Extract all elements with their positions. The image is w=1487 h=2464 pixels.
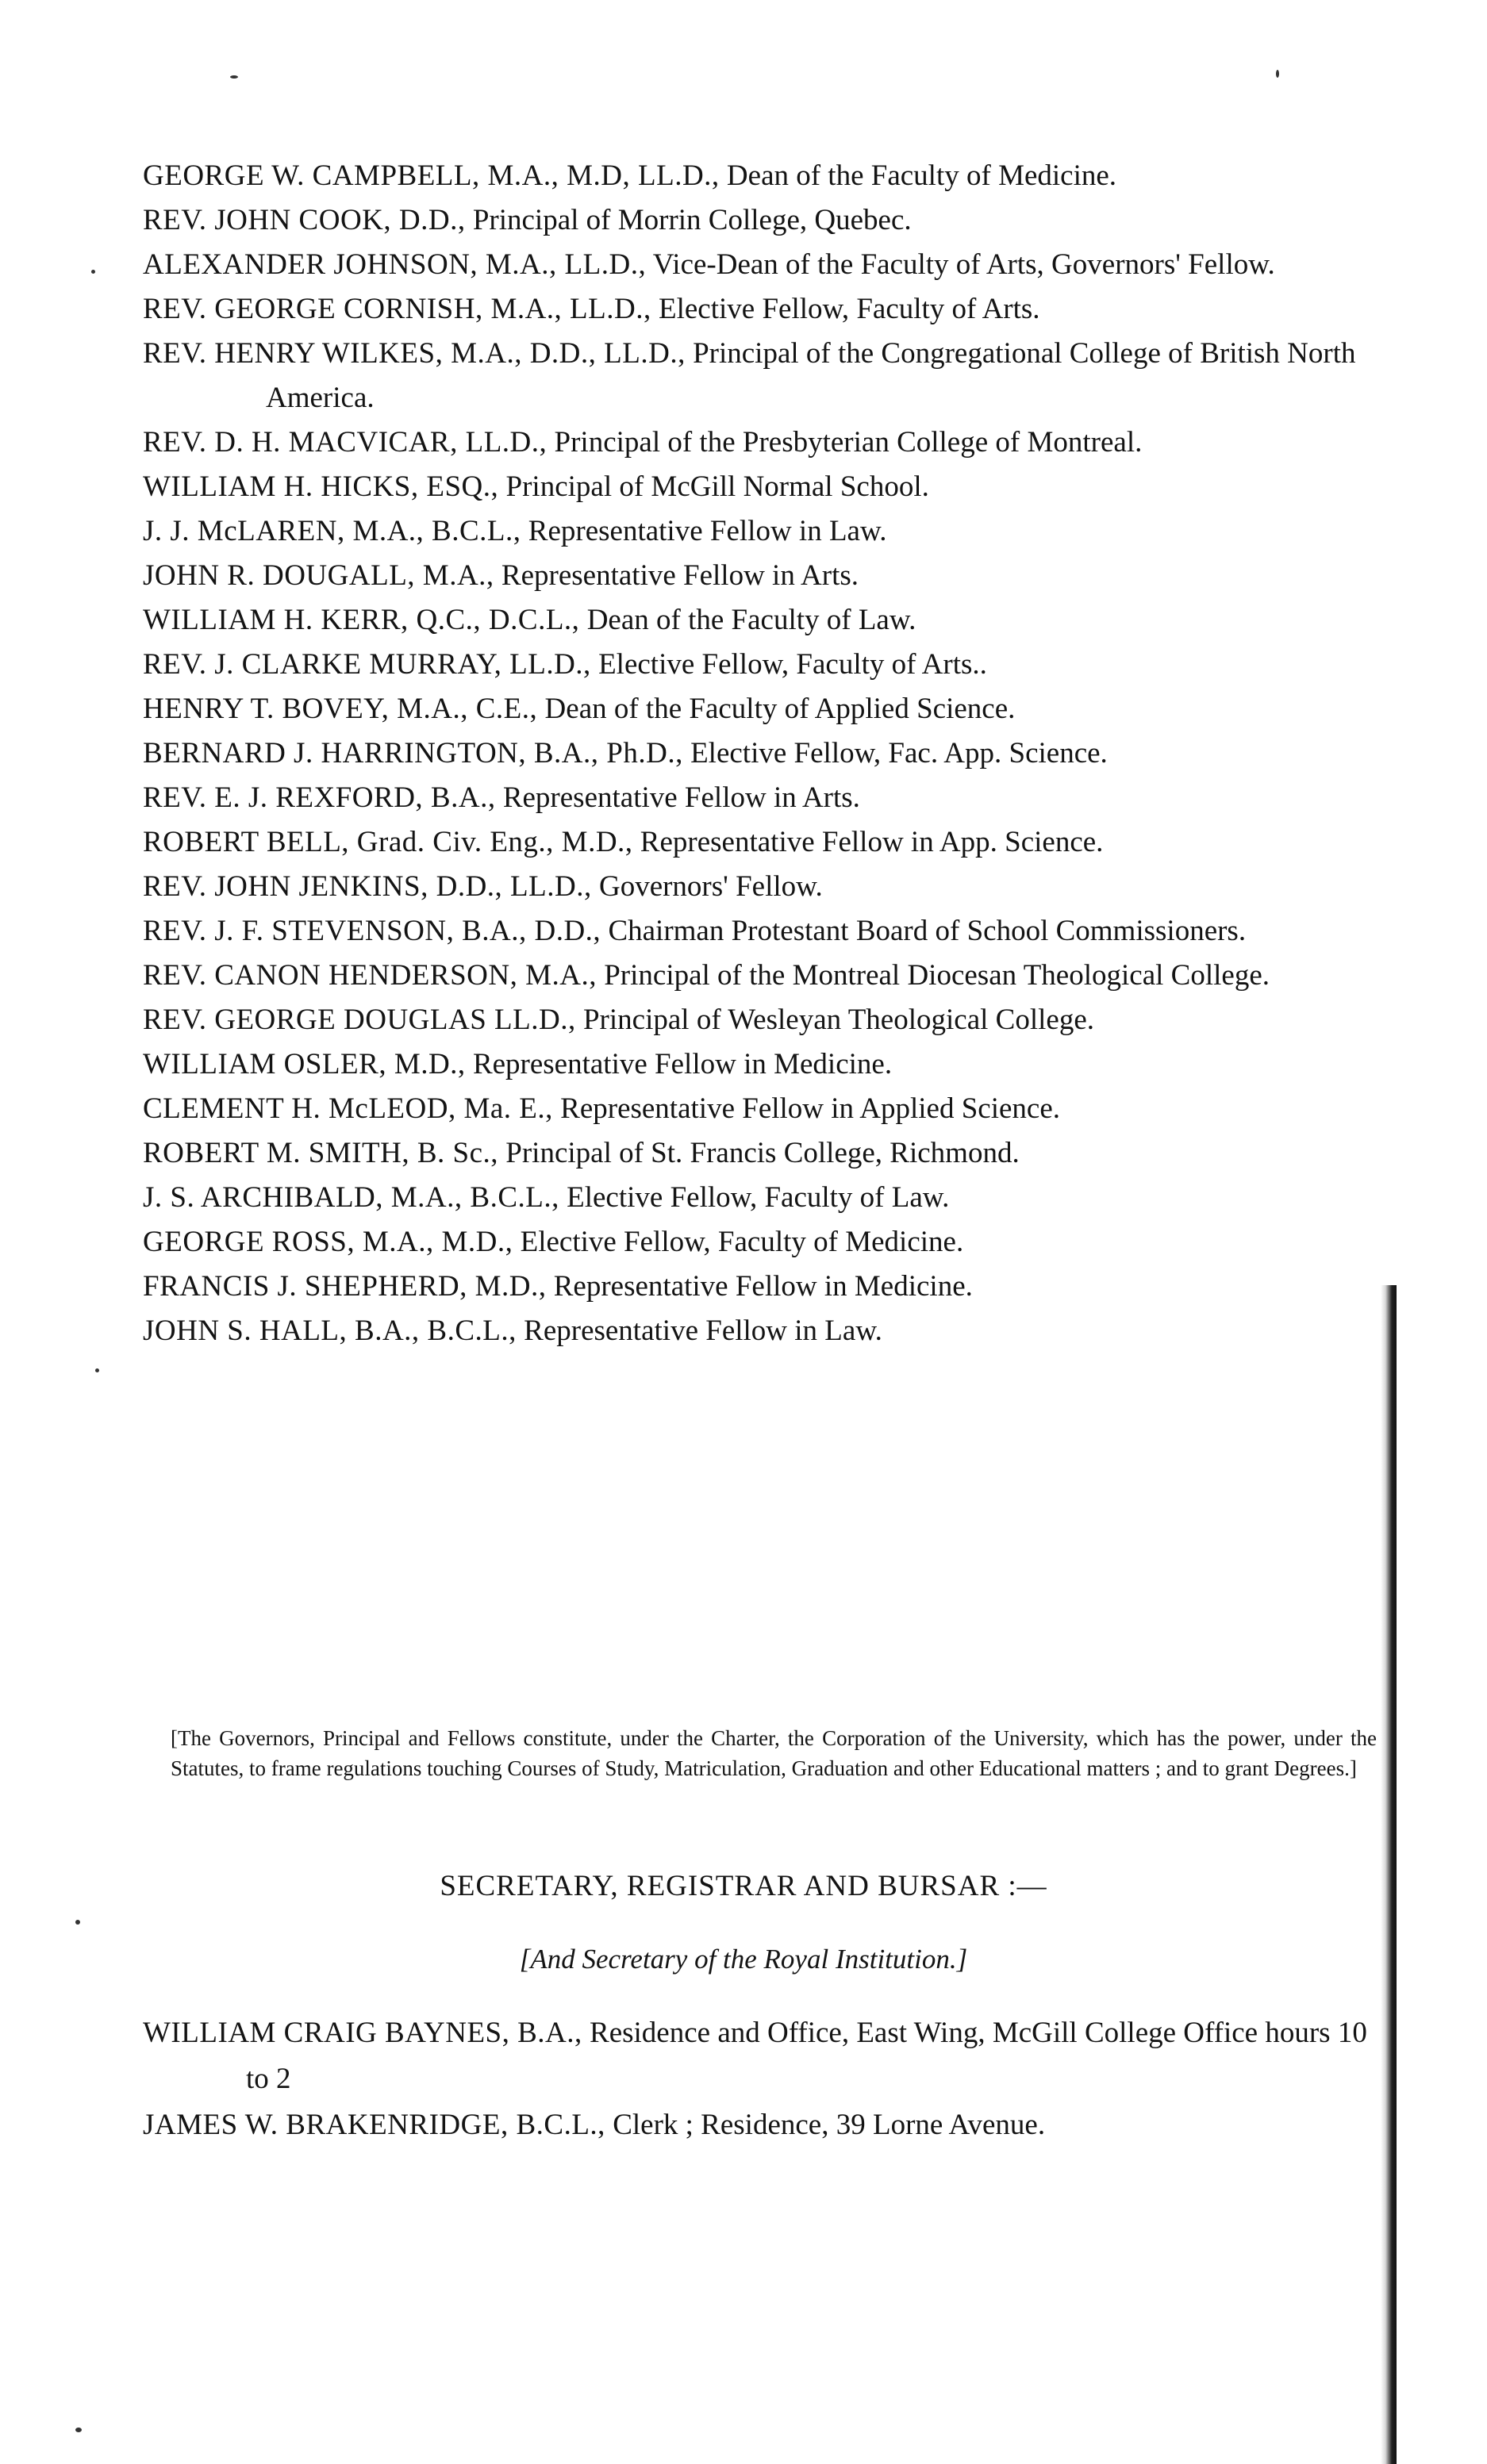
member-name: CLEMENT H. McLEOD, Ma. E., (143, 1092, 553, 1125)
member-entry (143, 598, 1412, 643)
member-entry (143, 1176, 1412, 1220)
officer-name: JAMES W. BRAKENRIDGE, B.C.L., (143, 2109, 605, 2141)
member-name: REV. E. J. REXFORD, B.A., (143, 781, 496, 814)
member-name: ALEXANDER JOHNSON, M.A., LL.D., (143, 248, 647, 281)
member-name: J. S. ARCHIBALD, M.A., B.C.L., (143, 1181, 559, 1214)
ink-speck (1276, 70, 1279, 78)
member-entry (143, 554, 1412, 598)
member-name: JOHN S. HALL, B.A., B.C.L., (143, 1315, 517, 1347)
member-entry (143, 332, 1412, 420)
member-description: Principal of the Montreal Diocesan Theological College. (604, 959, 1270, 992)
officer-entry (143, 2102, 1373, 2148)
member-description: Principal of Morrin College, Quebec. (472, 204, 912, 236)
member-name: REV. J. F. STEVENSON, B.A., D.D., (143, 915, 601, 947)
member-name: WILLIAM H. HICKS, ESQ., (143, 470, 499, 503)
member-name: WILLIAM H. KERR, Q.C., D.C.L., (143, 604, 580, 636)
member-entry (143, 1087, 1412, 1131)
member-name: HENRY T. BOVEY, M.A., C.E., (143, 693, 538, 725)
section-subheading: [And Secretary of the Royal Institution.] (519, 1944, 968, 1975)
member-entry (143, 465, 1412, 509)
member-name: JOHN R. DOUGALL, M.A., (143, 559, 494, 592)
member-description: Representative Fellow in Arts. (502, 781, 860, 814)
member-name: FRANCIS J. SHEPHERD, M.D., (143, 1270, 547, 1303)
member-name: REV. JOHN COOK, D.D., (143, 204, 466, 236)
member-entry (143, 776, 1412, 820)
member-description: Chairman Protestant Board of School Commissioners. (608, 915, 1247, 947)
officer-name: WILLIAM CRAIG BAYNES, B.A., (143, 2017, 582, 2049)
officer-description: Residence and Office, East Wing, McGill College Office hours 10 to 2 (246, 2017, 1367, 2095)
member-entry (143, 420, 1412, 465)
member-entry (143, 1042, 1412, 1087)
member-name: ROBERT M. SMITH, B. Sc., (143, 1137, 499, 1169)
corporation-note: [The Governors, Principal and Fellows constitute, under the Charter, the Corporation of the University, which has the power, under the Statutes, to frame regulations touching Courses of Study, Matriculation, Graduation and other Educational matters ; and to grant Degrees.] (171, 1726, 1377, 1780)
member-description: Elective Fellow, Fac. App. Science. (690, 737, 1108, 770)
member-description: Representative Fellow in Medicine. (472, 1048, 893, 1080)
member-description: Dean of the Faculty of Applied Science. (544, 693, 1016, 725)
member-description: Dean of the Faculty of Medicine. (726, 159, 1117, 192)
member-description: Representative Fellow in App. Science. (640, 826, 1104, 858)
member-description: Principal of Wesleyan Theological College. (582, 1004, 1094, 1036)
member-entry (143, 287, 1412, 332)
member-description: Elective Fellow, Faculty of Arts.. (598, 648, 987, 681)
member-description: Dean of the Faculty of Law. (586, 604, 916, 636)
member-name: GEORGE ROSS, M.A., M.D., (143, 1226, 513, 1258)
ink-speck (75, 2428, 82, 2432)
member-entry (143, 865, 1412, 909)
ink-speck (91, 270, 95, 274)
officer-description: Clerk ; Residence, 39 Lorne Avenue. (613, 2109, 1046, 2141)
ink-speck (95, 1368, 99, 1372)
member-description: Principal of the Presbyterian College of Montreal. (554, 426, 1143, 459)
ink-speck (75, 1920, 80, 1925)
member-description: Representative Fellow in Arts. (501, 559, 859, 592)
member-entry (143, 1220, 1412, 1265)
member-name: REV. J. CLARKE MURRAY, LL.D., (143, 648, 591, 681)
member-entry (143, 154, 1412, 198)
member-name: REV. JOHN JENKINS, D.D., LL.D., (143, 870, 592, 903)
member-description: Elective Fellow, Faculty of Arts. (658, 293, 1040, 325)
member-description: Representative Fellow in Medicine. (553, 1270, 973, 1303)
member-name: REV. D. H. MACVICAR, LL.D., (143, 426, 548, 459)
member-entry (143, 1265, 1412, 1309)
member-entry (143, 509, 1412, 554)
member-description: Governors' Fellow. (598, 870, 823, 903)
member-entry (143, 1309, 1412, 1353)
member-description: Principal of McGill Normal School. (505, 470, 929, 503)
member-entry (143, 198, 1412, 243)
member-description: Elective Fellow, Faculty of Medicine. (520, 1226, 964, 1258)
member-entry (143, 243, 1412, 287)
member-name: REV. HENRY WILKES, M.A., D.D., LL.D., (143, 337, 686, 370)
member-description: Representative Fellow in Law. (528, 515, 887, 547)
member-description: Elective Fellow, Faculty of Law. (567, 1181, 950, 1214)
member-name: REV. GEORGE DOUGLAS LL.D., (143, 1004, 576, 1036)
member-description: Representative Fellow in Applied Science. (560, 1092, 1061, 1125)
member-entry (143, 687, 1412, 731)
member-name: J. J. McLAREN, M.A., B.C.L., (143, 515, 521, 547)
ink-speck (230, 75, 238, 79)
member-entry (143, 731, 1412, 776)
member-description: Vice-Dean of the Faculty of Arts, Governors' Fellow. (652, 248, 1275, 281)
member-description: Representative Fellow in Law. (524, 1315, 882, 1347)
member-description: Principal of St. Francis College, Richmond. (505, 1137, 1020, 1169)
member-name: WILLIAM OSLER, M.D., (143, 1048, 466, 1080)
member-name: REV. GEORGE CORNISH, M.A., LL.D., (143, 293, 651, 325)
binding-shadow (1381, 1285, 1397, 2464)
member-entry (143, 998, 1412, 1042)
member-description: Principal of the Congregational College of British North America. (266, 337, 1356, 414)
officers-list (143, 2010, 1373, 2148)
section-heading: SECRETARY, REGISTRAR AND BURSAR :— (440, 1870, 1047, 1902)
member-entry (143, 909, 1412, 954)
member-entry (143, 1131, 1412, 1176)
member-name: BERNARD J. HARRINGTON, B.A., Ph.D., (143, 737, 683, 770)
member-entry (143, 820, 1412, 865)
officer-entry (143, 2010, 1373, 2102)
corporation-members-list (143, 154, 1412, 1353)
member-name: GEORGE W. CAMPBELL, M.A., M.D, LL.D., (143, 159, 720, 192)
member-name: ROBERT BELL, Grad. Civ. Eng., M.D., (143, 826, 633, 858)
member-entry (143, 643, 1412, 687)
member-entry (143, 954, 1412, 998)
member-name: REV. CANON HENDERSON, M.A., (143, 959, 597, 992)
